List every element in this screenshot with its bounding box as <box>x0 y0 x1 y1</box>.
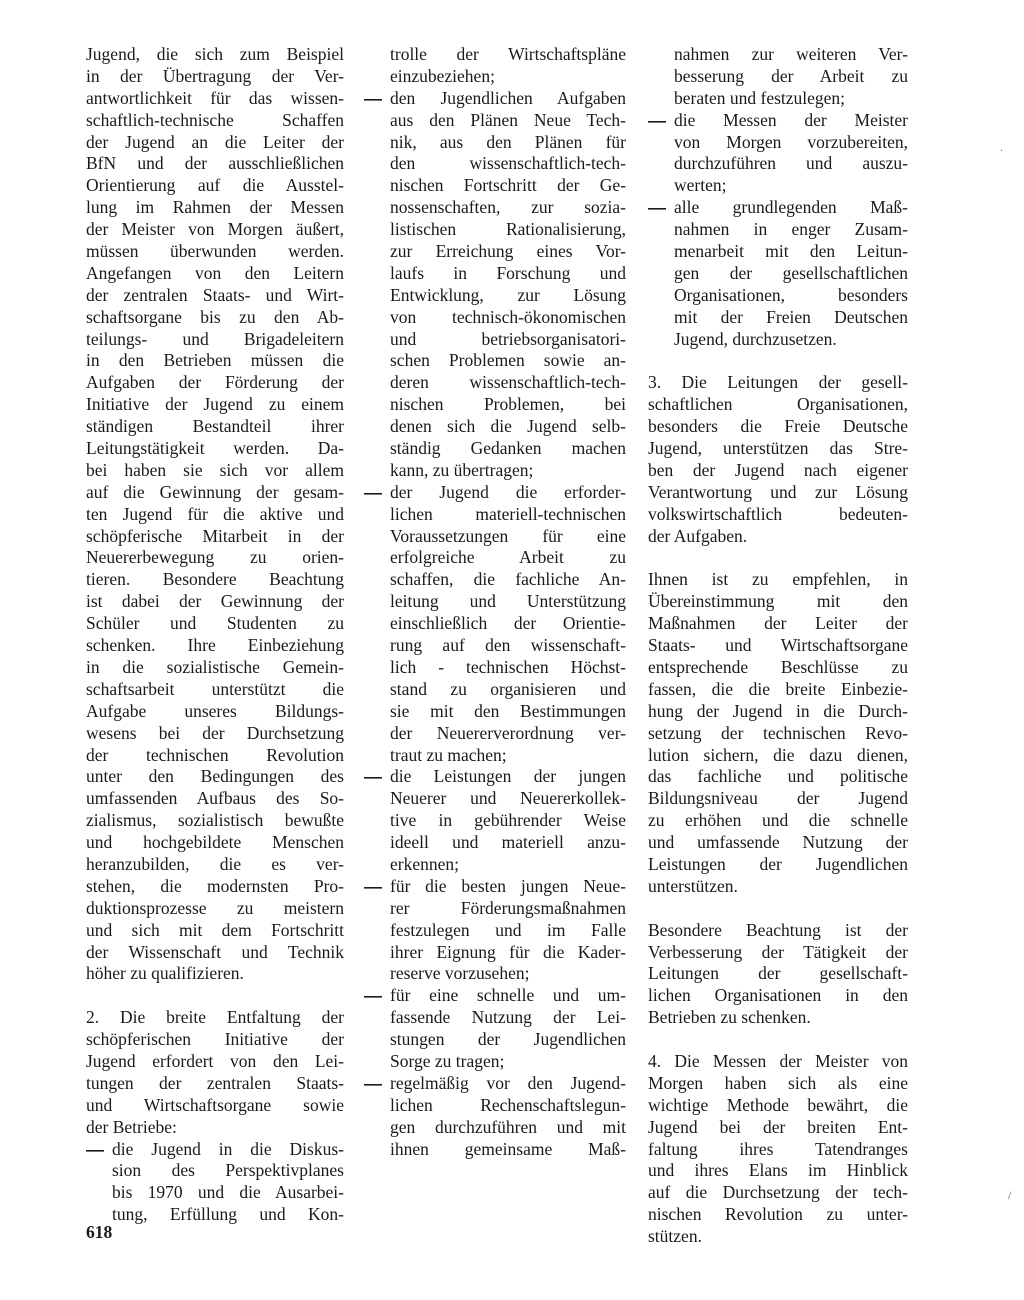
text-line: sion des Perspektivplanes <box>112 1160 344 1181</box>
text-line: ten Jugend für die aktive und <box>86 503 344 524</box>
text-line: entsprechende Beschlüsse zu <box>648 656 908 677</box>
text-line: schaftsorgane bis zu den Ab- <box>86 306 344 327</box>
text-line: schöpferische Mitarbeit in der <box>86 525 344 546</box>
text-line: erfolgreiche Arbeit zu <box>390 547 626 568</box>
text-line: reserve vorzusehen; <box>390 963 530 984</box>
text-line: ständigen Bestandteil ihrer <box>86 416 344 437</box>
text-line: bis 1970 und die Ausarbei- <box>112 1182 344 1203</box>
text-line: rer Förderungsmaßnahmen <box>390 897 626 918</box>
margin-speck: . <box>1000 140 1003 154</box>
text-line: heranzubilden, die es ver- <box>86 853 344 874</box>
list-item-line: für eine schnelle und um- <box>364 985 626 1007</box>
text-line: nischen Problemen, bei <box>390 394 626 415</box>
text-line: und ihres Elans im Hinblick <box>648 1160 908 1181</box>
text-line: beraten und festzulegen; <box>674 87 846 108</box>
text-line: nischen Revolution zu unter- <box>648 1204 908 1225</box>
text-column-middle <box>364 44 626 1160</box>
text-line: stützen. <box>648 1226 702 1247</box>
text-line: Orientierung auf die Ausstel- <box>86 175 344 196</box>
text-line: fassende Nutzung der Lei- <box>390 1007 626 1028</box>
text-line: volkswirtschaftlich bedeuten- <box>648 503 908 524</box>
text-line: faltung ihres Tatendranges <box>648 1138 908 1159</box>
text-line: besserung der Arbeit zu <box>674 65 908 86</box>
text-line: tieren. Besondere Beachtung <box>86 569 344 590</box>
text-line: besonders die Freie Deutsche <box>648 416 908 437</box>
text-line: ideell und materiell anzu- <box>390 832 626 853</box>
text-line: stehen, die modernsten Pro- <box>86 875 344 896</box>
text-line: der Betriebe: <box>86 1116 177 1137</box>
text-line: schenken. Ihre Einbeziehung <box>86 635 344 656</box>
text-line: lichen materiell-technischen <box>390 503 626 524</box>
text-line: werten; <box>674 175 727 196</box>
text-line: Verbesserung der Tätigkeit der <box>648 941 908 962</box>
text-line: schöpferischen Initiative der <box>86 1029 344 1050</box>
text-line: höher zu qualifizieren. <box>86 963 244 984</box>
text-line: trolle der Wirtschaftspläne <box>390 44 626 64</box>
text-line: von technisch-ökonomischen <box>390 306 626 327</box>
text-line: nahmen in enger Zusam- <box>674 219 908 240</box>
text-line: Aufgaben der Förderung der <box>86 372 344 393</box>
page-number: 618 <box>86 1222 113 1242</box>
text-line: Jugend, unterstützen das Stre- <box>648 438 908 459</box>
text-line: Maßnahmen der Leiter der <box>648 613 908 634</box>
text-line: lung im Rahmen der Messen <box>86 197 344 218</box>
text-line: 4. Die Messen der Meister von <box>648 1050 908 1071</box>
text-line: Leitungstätigkeit werden. Da- <box>86 438 344 459</box>
list-item-line: der Jugend die erforder- <box>364 482 626 504</box>
text-line: einzubeziehen; <box>390 65 495 86</box>
text-line: nahmen zur weiteren Ver- <box>674 44 908 64</box>
text-line: traut zu machen; <box>390 744 507 765</box>
text-line: wesens bei der Durchsetzung <box>86 722 344 743</box>
text-line: und betriebsorganisatori- <box>390 328 626 349</box>
text-line: und Wirtschaftsorgane sowie <box>86 1094 344 1115</box>
paragraph-gap <box>648 1029 908 1051</box>
text-line: hung der Jugend in die Durch- <box>648 700 908 721</box>
text-line: zu erhöhen und die schnelle <box>648 810 908 831</box>
text-line: und umfassende Nutzung der <box>648 832 908 853</box>
text-line: Neuererbewegung zu orien- <box>86 547 344 568</box>
paragraph-gap <box>648 547 908 569</box>
margin-speck: / <box>1008 1188 1012 1202</box>
text-line: Verantwortung und zur Lösung <box>648 481 908 502</box>
text-line: Schüler und Studenten zu <box>86 613 344 634</box>
text-line: ben der Jugend nach eigener <box>648 459 908 480</box>
text-line: listischen Rationalisierung, <box>390 219 626 240</box>
text-line: nik, aus den Plänen für <box>390 131 626 152</box>
text-line: durchzuführen und auszu- <box>674 153 908 174</box>
text-line: duktionsprozesse zu meistern <box>86 897 344 918</box>
text-line: Neuerer und Neuererkollek- <box>390 788 626 809</box>
text-line: Ihnen ist zu empfehlen, in <box>648 569 908 590</box>
text-line: Jugend, durchzusetzen. <box>674 328 837 349</box>
text-line: Übereinstimmung mit den <box>648 591 908 612</box>
text-line: Bildungsniveau der Jugend <box>648 788 908 809</box>
text-line: stand zu organisieren und <box>390 678 626 699</box>
text-line: Jugend bei der breiten Ent- <box>648 1116 908 1137</box>
text-line: BfN und der ausschließlichen <box>86 153 344 174</box>
list-item-line: die Leistungen der jungen <box>364 766 626 788</box>
text-column-left <box>86 44 344 1226</box>
text-line: rung auf den wissenschaft- <box>390 635 626 656</box>
text-line: und sich mit dem Fortschritt <box>86 919 344 940</box>
text-line: antwortlichkeit für das wissen- <box>86 87 344 108</box>
text-line: Entwicklung, zur Lösung <box>390 284 626 305</box>
text-line: kann, zu übertragen; <box>390 459 534 480</box>
text-line: unterstützen. <box>648 875 738 896</box>
text-line: nischen Fortschritt der Ge- <box>390 175 626 196</box>
text-line: in der Übertragung der Ver- <box>86 65 344 86</box>
text-line: menarbeit mit den Leitun- <box>674 241 908 262</box>
text-line: tive in gebührender Weise <box>390 810 626 831</box>
text-line: müssen überwunden werden. <box>86 241 344 262</box>
text-line: gen der gesellschaftlichen <box>674 262 908 283</box>
text-line: Leistungen der Jugendlichen <box>648 853 908 874</box>
text-line: nossenschaften, zur sozia- <box>390 197 626 218</box>
text-line: leitung und Unterstützung <box>390 591 626 612</box>
text-line: zur Erreichung eines Vor- <box>390 241 626 262</box>
text-line: sie mit den Bestimmungen <box>390 700 626 721</box>
text-line: fassen, die die breite Einbezie- <box>648 678 908 699</box>
list-item-line: für die besten jungen Neue- <box>364 876 626 898</box>
text-line: teilungs- und Brigadeleitern <box>86 328 344 349</box>
text-line: den wissenschaftlich-tech- <box>390 153 626 174</box>
text-line: schaftsarbeit unterstützt die <box>86 678 344 699</box>
text-line: lichen Rechenschaftslegun- <box>390 1094 626 1115</box>
text-line: ständig Gedanken machen <box>390 438 626 459</box>
text-line: Morgen haben sich als eine <box>648 1072 908 1093</box>
text-line: der Jugend an die Leiter der <box>86 131 344 152</box>
text-line: wichtige Methode bewährt, die <box>648 1094 908 1115</box>
text-line: tung, Erfüllung und Kon- <box>112 1204 344 1225</box>
text-line: lution sichern, die dazu dienen, <box>648 744 908 765</box>
text-line: lichen Organisationen in den <box>648 985 908 1006</box>
paragraph-gap <box>648 898 908 920</box>
text-line: 2. Die breite Entfaltung der <box>86 1007 344 1028</box>
text-line: Angefangen von den Leitern <box>86 262 344 283</box>
text-line: in den Betrieben müssen die <box>86 350 344 371</box>
text-line: bei haben sie sich vor allem <box>86 459 344 480</box>
text-column-right <box>648 44 908 1248</box>
text-line: stungen der Jugendlichen <box>390 1029 626 1050</box>
text-line: und hochgebildete Menschen <box>86 832 344 853</box>
text-line: erkennen; <box>390 853 459 874</box>
list-item-line: alle grundlegenden Maß- <box>648 197 908 219</box>
text-line: ihrer Eignung für die Kader- <box>390 941 626 962</box>
text-line: Organisationen, besonders <box>674 284 908 305</box>
text-line: Initiative der Jugend zu einem <box>86 394 344 415</box>
text-line: das fachliche und politische <box>648 766 908 787</box>
text-line: schen Problemen sowie an- <box>390 350 626 371</box>
text-line: Voraussetzungen für eine <box>390 525 626 546</box>
list-item-line: die Messen der Meister <box>648 110 908 132</box>
text-line: Jugend, die sich zum Beispiel <box>86 44 344 64</box>
text-line: schaftlich-technische Schaffen <box>86 109 344 130</box>
text-line: gen durchzuführen und mit <box>390 1116 626 1137</box>
text-line: Aufgabe unseres Bildungs- <box>86 700 344 721</box>
text-line: der Wissenschaft und Technik <box>86 941 344 962</box>
text-line: festzulegen und im Falle <box>390 919 626 940</box>
text-line: Besondere Beachtung ist der <box>648 919 908 940</box>
text-line: deren wissenschaftlich-tech- <box>390 372 626 393</box>
text-line: auf die Durchsetzung der tech- <box>648 1182 908 1203</box>
text-line: Leitungen der gesellschaft- <box>648 963 908 984</box>
text-line: unter den Bedingungen des <box>86 766 344 787</box>
text-line: zialismus, sozialistisch bewußte <box>86 810 344 831</box>
text-line: lich - technischen Höchst- <box>390 656 626 677</box>
text-line: ist dabei der Gewinnung der <box>86 591 344 612</box>
text-line: der Meister von Morgen äußert, <box>86 219 344 240</box>
text-line: der Neuererverordnung ver- <box>390 722 626 743</box>
paragraph-gap <box>648 350 908 372</box>
text-line: mit der Freien Deutschen <box>674 306 908 327</box>
text-line: schaftlichen Organisationen, <box>648 394 908 415</box>
text-line: in die sozialistische Gemein- <box>86 656 344 677</box>
text-line: tungen der zentralen Staats- <box>86 1072 344 1093</box>
text-line: denen sich die Jugend selb- <box>390 416 626 437</box>
text-line: ihnen gemeinsame Maß- <box>390 1138 626 1159</box>
text-line: der zentralen Staats- und Wirt- <box>86 284 344 305</box>
text-line: der Aufgaben. <box>648 525 748 546</box>
paragraph-gap <box>86 985 344 1007</box>
text-line: Sorge zu tragen; <box>390 1050 505 1071</box>
text-line: aus den Plänen Neue Tech- <box>390 109 626 130</box>
text-line: laufs in Forschung und <box>390 262 626 283</box>
text-line: einschließlich der Orientie- <box>390 613 626 634</box>
text-line: setzung der technischen Revo- <box>648 722 908 743</box>
text-line: Betrieben zu schenken. <box>648 1007 811 1028</box>
list-item-line: den Jugendlichen Aufgaben <box>364 88 626 110</box>
text-line: der technischen Revolution <box>86 744 344 765</box>
list-item-line: regelmäßig vor den Jugend- <box>364 1073 626 1095</box>
text-line: schaffen, die fachliche An- <box>390 569 626 590</box>
text-line: Jugend erfordert von den Lei- <box>86 1050 344 1071</box>
text-line: umfassenden Aufbaus des So- <box>86 788 344 809</box>
text-line: von Morgen vorzubereiten, <box>674 131 908 152</box>
text-line: 3. Die Leitungen der gesell- <box>648 372 908 393</box>
text-line: Staats- und Wirtschaftsorgane <box>648 635 908 656</box>
text-line: auf die Gewinnung der gesam- <box>86 481 344 502</box>
list-item-line: die Jugend in die Diskus- <box>86 1139 344 1161</box>
